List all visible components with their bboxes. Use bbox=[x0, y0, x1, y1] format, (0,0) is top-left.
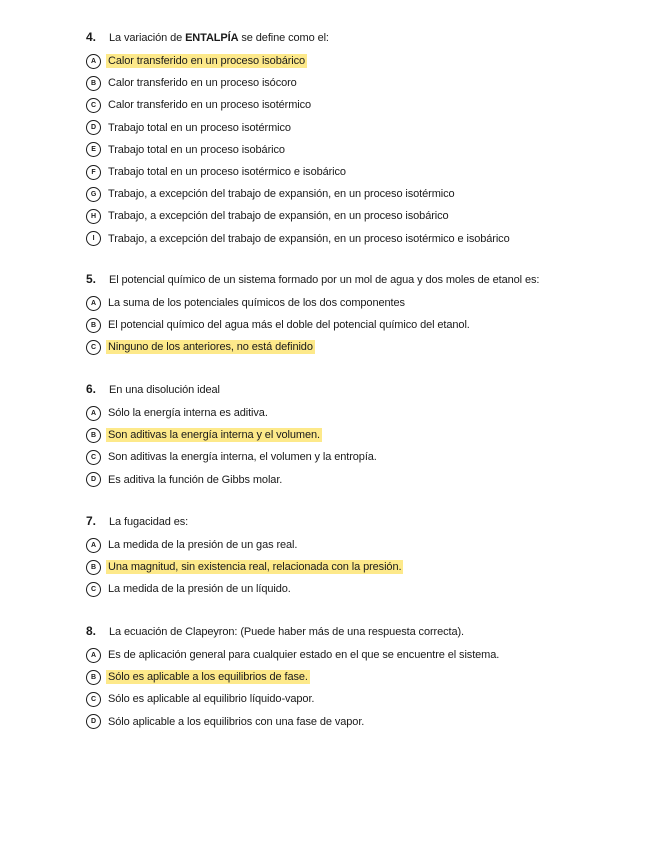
option-text: Trabajo, a excepción del trabajo de expansión, en un proceso isotérmico bbox=[108, 188, 455, 201]
option-text: Son aditivas la energía interna y el volumen. bbox=[108, 429, 320, 442]
option-letter-circle: B bbox=[86, 76, 101, 91]
question-7 bbox=[86, 514, 626, 601]
option-letter-circle: A bbox=[86, 406, 101, 421]
option-text: Trabajo total en un proceso isobárico bbox=[108, 143, 285, 156]
option-a[interactable] bbox=[86, 292, 626, 314]
question-text: La variación de ENTALPÍA se define como el: bbox=[109, 32, 329, 44]
option-b[interactable] bbox=[86, 666, 626, 688]
option-letter-circle: G bbox=[86, 187, 101, 202]
option-d[interactable] bbox=[86, 711, 626, 733]
question-number: 4. bbox=[86, 30, 96, 44]
option-text: La medida de la presión de un líquido. bbox=[108, 583, 291, 596]
option-text: Es aditiva la función de Gibbs molar. bbox=[108, 473, 283, 486]
option-b[interactable] bbox=[86, 424, 626, 446]
option-text: Trabajo total en un proceso isotérmico e isobárico bbox=[108, 166, 346, 179]
option-letter-circle: A bbox=[86, 538, 101, 553]
option-a[interactable] bbox=[86, 534, 626, 556]
option-text: El potencial químico del agua más el doble del potencial químico del etanol. bbox=[108, 319, 470, 332]
option-b[interactable] bbox=[86, 72, 626, 94]
option-letter-circle: C bbox=[86, 582, 101, 597]
option-letter-circle: B bbox=[86, 428, 101, 443]
option-text: Una magnitud, sin existencia real, relacionada con la presión. bbox=[108, 561, 402, 574]
option-letter-circle: C bbox=[86, 98, 101, 113]
question-text: El potencial químico de un sistema formado por un mol de agua y dos moles de etanol es: bbox=[109, 274, 540, 286]
question-4 bbox=[86, 30, 626, 250]
option-g[interactable] bbox=[86, 183, 626, 205]
option-e[interactable] bbox=[86, 139, 626, 161]
option-d[interactable] bbox=[86, 469, 626, 491]
option-c[interactable] bbox=[86, 688, 626, 710]
question-number: 6. bbox=[86, 382, 96, 396]
option-letter-circle: I bbox=[86, 231, 101, 246]
option-letter-circle: B bbox=[86, 560, 101, 575]
option-letter-circle: A bbox=[86, 296, 101, 311]
option-text: Sólo la energía interna es aditiva. bbox=[108, 407, 268, 420]
option-text: La medida de la presión de un gas real. bbox=[108, 539, 298, 552]
option-text: Es de aplicación general para cualquier estado en el que se encuentre el sistema. bbox=[108, 649, 500, 662]
question-number: 5. bbox=[86, 272, 96, 286]
question-header bbox=[86, 272, 626, 292]
question-number: 7. bbox=[86, 514, 96, 528]
option-text: Calor transferido en un proceso isotérmico bbox=[108, 99, 312, 112]
question-header bbox=[86, 514, 626, 534]
option-a[interactable] bbox=[86, 402, 626, 424]
question-text: En una disolución ideal bbox=[109, 384, 220, 396]
option-c[interactable] bbox=[86, 446, 626, 468]
option-text: Trabajo, a excepción del trabajo de expansión, en un proceso isobárico bbox=[108, 210, 449, 223]
question-5 bbox=[86, 272, 626, 359]
question-6 bbox=[86, 382, 626, 491]
question-8 bbox=[86, 624, 626, 733]
question-header bbox=[86, 624, 626, 644]
option-letter-circle: E bbox=[86, 142, 101, 157]
option-text: Trabajo, a excepción del trabajo de expansión, en un proceso isotérmico e isobárico bbox=[108, 232, 510, 245]
option-text: Ninguno de los anteriores, no está definido bbox=[108, 341, 313, 354]
option-b[interactable] bbox=[86, 556, 626, 578]
option-a[interactable] bbox=[86, 644, 626, 666]
option-letter-circle: C bbox=[86, 692, 101, 707]
option-text: Son aditivas la energía interna, el volumen y la entropía. bbox=[108, 451, 377, 464]
option-h[interactable] bbox=[86, 205, 626, 227]
option-letter-circle: A bbox=[86, 648, 101, 663]
question-header bbox=[86, 382, 626, 402]
option-d[interactable] bbox=[86, 117, 626, 139]
option-letter-circle: B bbox=[86, 670, 101, 685]
option-letter-circle: C bbox=[86, 340, 101, 355]
option-letter-circle: D bbox=[86, 120, 101, 135]
option-letter-circle: C bbox=[86, 450, 101, 465]
option-text: Sólo es aplicable a los equilibrios de fase. bbox=[108, 671, 308, 684]
option-letter-circle: D bbox=[86, 714, 101, 729]
option-text: Sólo es aplicable al equilibrio líquido-vapor. bbox=[108, 693, 315, 706]
question-text: La fugacidad es: bbox=[109, 516, 189, 528]
option-letter-circle: F bbox=[86, 165, 101, 180]
option-letter-circle: A bbox=[86, 54, 101, 69]
option-text: Trabajo total en un proceso isotérmico bbox=[108, 121, 291, 134]
option-a[interactable] bbox=[86, 50, 626, 72]
option-c[interactable] bbox=[86, 578, 626, 600]
option-text: Calor transferido en un proceso isócoro bbox=[108, 77, 297, 90]
option-letter-circle: B bbox=[86, 318, 101, 333]
option-c[interactable] bbox=[86, 336, 626, 358]
question-number: 8. bbox=[86, 624, 96, 638]
option-c[interactable] bbox=[86, 94, 626, 116]
option-i[interactable] bbox=[86, 228, 626, 250]
option-text: Calor transferido en un proceso isobárico bbox=[108, 55, 306, 68]
option-text: Sólo aplicable a los equilibrios con una fase de vapor. bbox=[108, 715, 365, 728]
option-letter-circle: D bbox=[86, 472, 101, 487]
option-letter-circle: H bbox=[86, 209, 101, 224]
question-text: La ecuación de Clapeyron: (Puede haber más de una respuesta correcta). bbox=[109, 626, 464, 638]
option-f[interactable] bbox=[86, 161, 626, 183]
question-header bbox=[86, 30, 626, 50]
option-text: La suma de los potenciales químicos de los dos componentes bbox=[108, 297, 405, 310]
option-b[interactable] bbox=[86, 314, 626, 336]
